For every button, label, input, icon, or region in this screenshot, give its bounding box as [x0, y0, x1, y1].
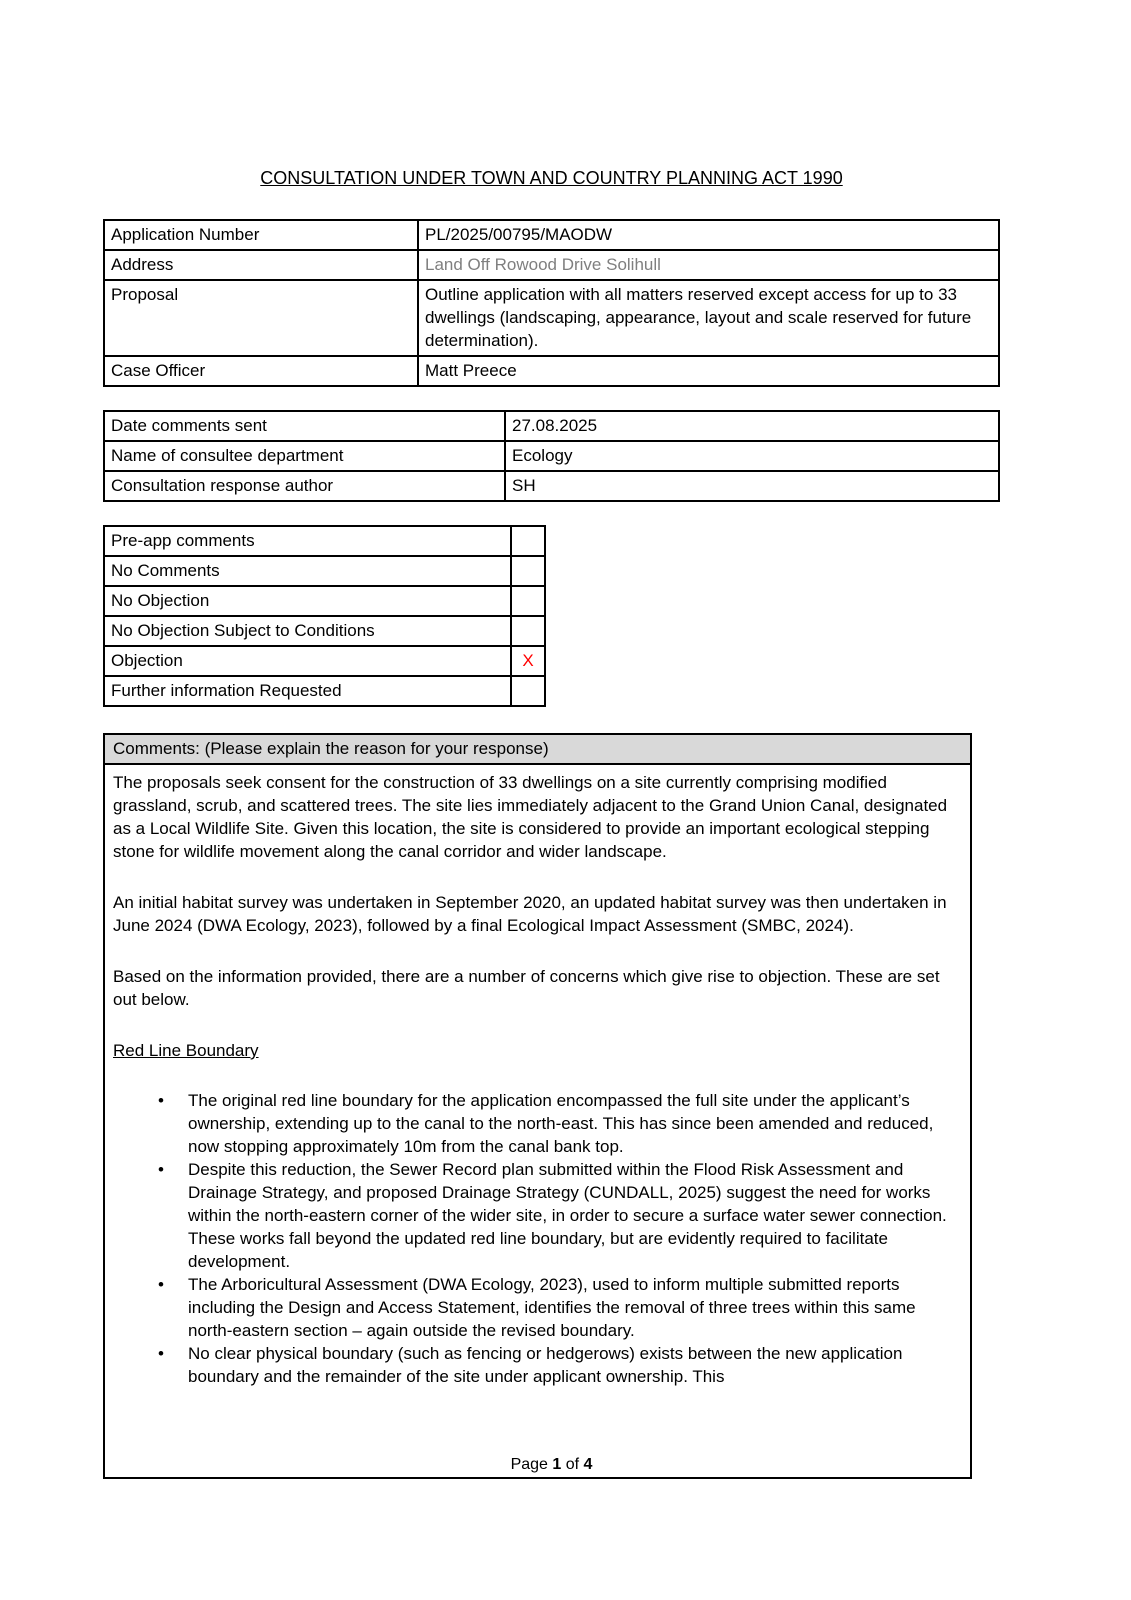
document-content [103, 168, 1000, 1479]
bullet-item: • Despite this reduction, the Sewer Record plan submitted within the Flood Risk Assessment and Drainage Strategy, and proposed Drainage Strategy (CUNDALL, 2025) suggest the need for works within the north-eastern corner of the wider site, in order to secure a surface water sewer connection. These works fall beyond the updated red line boundary, but are evidently required to facilitate development. [158, 1158, 956, 1273]
comments-paragraph: Based on the information provided, there are a number of concerns which give rise to objection. These are set out below. [113, 967, 940, 1009]
row-value: Outline application with all matters reserved except access for up to 33 dwellings (landscaping, appearance, layout and scale reserved for future determination). [418, 280, 999, 356]
response-checkbox-cell [511, 676, 545, 706]
table-row [104, 250, 999, 280]
application-details-table [103, 219, 1000, 387]
footer-separator: of [561, 1456, 584, 1473]
row-label: Address [104, 250, 418, 280]
comments-section [103, 733, 972, 1479]
table-row [104, 471, 999, 501]
comments-paragraph: An initial habitat survey was undertaken in September 2020, an updated habitat survey was then undertaken in June 2024 (DWA Ecology, 2023), followed by a final Ecological Impact Assessment (SMBC, 2024). [113, 893, 947, 935]
objection-x-mark: X [511, 646, 545, 676]
table-row [104, 646, 545, 676]
red-line-boundary-bullet-list [113, 1089, 956, 1388]
footer-total-pages: 4 [583, 1456, 593, 1473]
bullet-item: • No clear physical boundary (such as fencing or hedgerows) exists between the new application boundary and the remainder of the site under applicant ownership. This [158, 1342, 956, 1388]
row-label: Date comments sent [104, 411, 505, 441]
consultation-details-table [103, 410, 1000, 502]
row-value: Matt Preece [418, 356, 999, 386]
table-row [104, 586, 545, 616]
page-number-footer [103, 1456, 1000, 1474]
response-checkbox-cell [511, 526, 545, 556]
row-label: Pre-app comments [104, 526, 511, 556]
row-value: PL/2025/00795/MAODW [418, 220, 999, 250]
bullet-item: • The original red line boundary for the application encompassed the full site under the applicant’s ownership, extending up to the canal to the north-east. This has since been amended and reduced, now stopping approximately 10m from the canal bank top. [158, 1089, 956, 1158]
row-label: No Objection Subject to Conditions [104, 616, 511, 646]
row-label: Application Number [104, 220, 418, 250]
response-options-table [103, 525, 546, 707]
response-checkbox-cell [511, 556, 545, 586]
table-row [104, 676, 545, 706]
row-label: Name of consultee department [104, 441, 505, 471]
row-value: 27.08.2025 [505, 411, 999, 441]
table-row [104, 441, 999, 471]
row-label: No Objection [104, 586, 511, 616]
row-label: Proposal [104, 280, 418, 356]
table-row [104, 616, 545, 646]
row-value: Land Off Rowood Drive Solihull [418, 250, 999, 280]
row-label: No Comments [104, 556, 511, 586]
row-label: Case Officer [104, 356, 418, 386]
row-label: Further information Requested [104, 676, 511, 706]
bullet-item: • The Arboricultural Assessment (DWA Ecology, 2023), used to inform multiple submitted reports including the Design and Access Statement, identifies the removal of three trees within this same north-eastern section – again outside the revised boundary. [158, 1273, 956, 1342]
response-checkbox-cell [511, 616, 545, 646]
comments-paragraph: The proposals seek consent for the construction of 33 dwellings on a site currently comprising modified grassland, scrub, and scattered trees. The site lies immediately adjacent to the Grand Union Canal, designated as a Local Wildlife Site. Given this location, the site is considered to provide an important ecological stepping stone for wildlife movement along the canal corridor and wider landscape. [113, 773, 948, 861]
section-heading-red-line-boundary: Red Line Boundary [113, 1041, 259, 1060]
table-row [104, 556, 545, 586]
row-value: Ecology [505, 441, 999, 471]
document-title: CONSULTATION UNDER TOWN AND COUNTRY PLANNING ACT 1990 [260, 168, 843, 188]
response-checkbox-cell [511, 586, 545, 616]
table-row [104, 280, 999, 356]
row-label: Consultation response author [104, 471, 505, 501]
comments-body [105, 765, 970, 1388]
footer-page-number: 1 [552, 1456, 562, 1473]
table-row [104, 220, 999, 250]
comments-header: Comments: (Please explain the reason for your response) [105, 735, 970, 765]
table-row [104, 526, 545, 556]
footer-prefix: Page [510, 1456, 553, 1473]
row-label: Objection [104, 646, 511, 676]
row-value: SH [505, 471, 999, 501]
table-row [104, 411, 999, 441]
table-row [104, 356, 999, 386]
